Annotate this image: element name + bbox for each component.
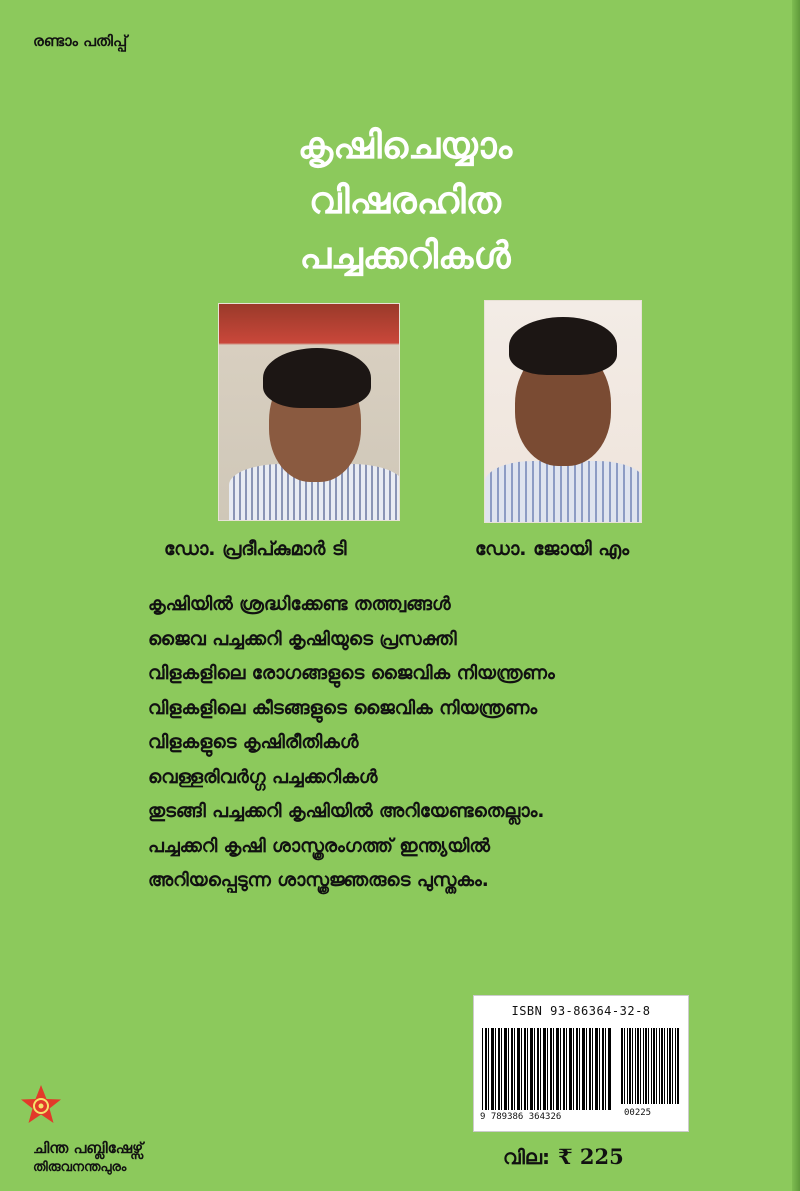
description-line: വിളകളിലെ കീടങ്ങളുടെ ജൈവിക നിയന്ത്രണം: [148, 697, 538, 719]
star-logo-icon: [19, 1083, 63, 1127]
publisher-name: ചിന്ത പബ്ലിഷേഴ്സ്: [33, 1139, 144, 1157]
ean-digits: 9 789386 364326: [480, 1112, 562, 1122]
edition-label: രണ്ടാം പതിപ്പ്: [33, 32, 128, 50]
title-line-3: പച്ചക്കറികൾ: [299, 234, 511, 277]
author-name-2: ഡോ. ജോയി എം: [475, 538, 630, 560]
book-title: [250, 118, 560, 283]
author-photo-2: [484, 300, 642, 523]
author-1-hair: [263, 348, 371, 408]
price-label: വില:: [503, 1145, 550, 1169]
price: [503, 1144, 624, 1169]
description-line: അറിയപ്പെടുന്ന ശാസ്ത്രജ്ഞരുടെ പുസ്തകം.: [148, 870, 489, 891]
author-2-hair: [509, 317, 617, 375]
book-description: [148, 588, 708, 899]
description-line: വെള്ളരിവർഗ്ഗ പച്ചക്കറികൾ: [148, 766, 378, 788]
author-2-shirt: [485, 461, 642, 523]
publisher: [33, 1138, 143, 1178]
book-spine-edge: [792, 0, 800, 1191]
barcode-bars: [482, 1028, 612, 1110]
isbn-label: ISBN 93-86364-32-8: [511, 1004, 651, 1018]
description-line: പച്ചക്കറി കൃഷി ശാസ്ത്രരംഗത്ത് ഇന്ത്യയിൽ: [148, 835, 491, 857]
title-line-1: കൃഷിചെയ്യാം: [297, 124, 513, 167]
addon-digits: 00225: [624, 1108, 652, 1118]
description-line: തുടങ്ങി പച്ചക്കറി കൃഷിയിൽ അറിയേണ്ടതെല്ലാം.: [148, 801, 545, 822]
title-line-2: വിഷരഹിത: [309, 179, 501, 222]
author-name-1: ഡോ. പ്രദീപ്കുമാർ ടി: [164, 538, 347, 560]
description-line: ജൈവ പച്ചക്കറി കൃഷിയുടെ പ്രസക്തി: [148, 628, 457, 650]
author-photo-1: [218, 303, 400, 521]
description-line: വിളകളിലെ രോഗങ്ങളുടെ ജൈവിക നിയന്ത്രണം: [148, 663, 555, 684]
barcode-addon-bars: [621, 1028, 679, 1104]
price-amount: ₹ 225: [558, 1144, 624, 1169]
isbn-barcode: [473, 995, 689, 1132]
description-line: കൃഷിയിൽ ശ്രദ്ധിക്കേണ്ട തത്ത്വങ്ങൾ: [148, 594, 451, 615]
description-line: വിളകളുടെ കൃഷിരീതികൾ: [148, 732, 359, 753]
publisher-city: തിരുവനന്തപുരം: [33, 1160, 127, 1175]
